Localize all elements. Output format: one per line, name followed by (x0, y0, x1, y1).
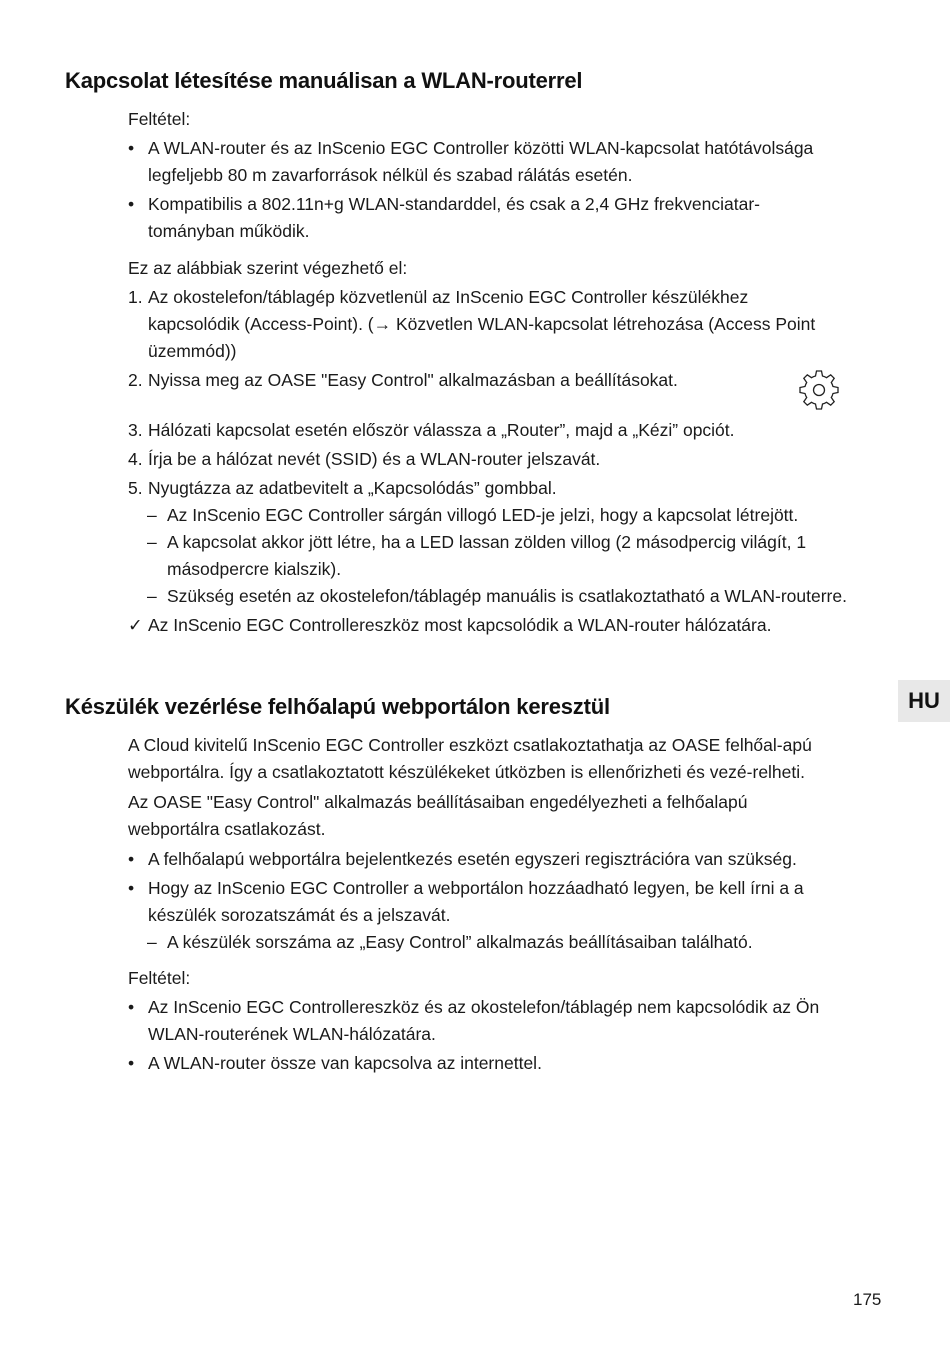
dash-marker: – (147, 932, 157, 952)
step-note: – Szükség esetén az okostelefon/táblagép manuális is csatlakoztatható a WLAN-routerre. (128, 583, 888, 610)
section2-body (128, 732, 888, 1077)
step-item: 5. Nyugtázza az adatbevitelt a „Kapcsolódás” gombbal. (128, 478, 557, 498)
dash-marker: – (147, 505, 157, 525)
section1-body (128, 106, 888, 639)
page-number: 175 (853, 1290, 882, 1309)
paragraph: A Cloud kivitelű InScenio EGC Controller eszközt csatlakoztathatja az OASE felhőal-apú webportálra. Így a csatlakoztatott készülékeket útközben is ellenőrizheti és vezé-relheti. (128, 735, 812, 782)
dash-marker: – (147, 532, 157, 552)
bullet-marker: • (128, 849, 135, 869)
paragraph: Az OASE "Easy Control" alkalmazás beállításaiban engedélyezheti a felhőalapú webportálra csatlakozást. (128, 792, 748, 839)
bullet-marker: • (128, 138, 135, 158)
bullet-item: • A felhőalapú webportálra bejelentkezés esetén egyszeri regisztrációra van szükség. (128, 846, 888, 873)
step-item: 4. Írja be a hálózat nevét (SSID) és a WLAN-router jelszavát. (128, 449, 601, 469)
condition-label: Feltétel: (128, 109, 191, 129)
condition-item: • A WLAN-router össze van kapcsolva az internettel. (128, 1050, 888, 1077)
gear-icon (796, 367, 842, 413)
condition-item: • Kompatibilis a 802.11n+g WLAN-standarddel, és csak a 2,4 GHz frekvenciatar-tományban működik. (128, 191, 888, 245)
bullet-marker: • (128, 194, 135, 214)
bullet-marker: • (128, 997, 135, 1017)
condition-item: • Az InScenio EGC Controllereszköz és az okostelefon/táblagép nem kapcsolódik az Ön WLAN-routerének WLAN-hálózatára. (128, 994, 888, 1048)
bullet-note: – A készülék sorszáma az „Easy Control” alkalmazás beállításaiban található. (128, 929, 888, 956)
dash-marker: – (147, 586, 157, 606)
bullet-item: • Hogy az InScenio EGC Controller a webportálon hozzáadható legyen, be kell írni a a készülék sorozatszámát és a jelszavát. (128, 875, 888, 929)
check-icon: ✓ (128, 615, 143, 635)
step-item: 1. Az okostelefon/táblagép közvetlenül az InScenio EGC Controller készülékhez kapcsolódik (Access-Point). (→ Közvetlen WLAN-kapcsolat létrehozása (Access Point üzemmód)) (128, 287, 816, 361)
condition-label: Feltétel: (128, 968, 191, 988)
section-title-cloud-portal: Készülék vezérlése felhőalapú webportálon keresztül (65, 694, 610, 719)
procedure-label: Ez az alábbiak szerint végezhető el: (128, 258, 408, 278)
step-note: – A kapcsolat akkor jött létre, ha a LED lassan zölden villog (2 másodpercig világít, 1 másodpercre kialszik). (128, 529, 888, 583)
step-item: 2. Nyissa meg az OASE "Easy Control" alkalmazásban a beállításokat. (128, 370, 678, 390)
step-item: 3. Hálózati kapcsolat esetén először válassza a „Router”, majd a „Kézi” opciót. (128, 420, 735, 440)
bullet-marker: • (128, 878, 135, 898)
section-title-wlan-router: Kapcsolat létesítése manuálisan a WLAN-routerrel (65, 68, 583, 93)
language-tab-label: HU (908, 688, 940, 713)
language-tab (898, 680, 950, 722)
step-note: – Az InScenio EGC Controller sárgán villogó LED-je jelzi, hogy a kapcsolat létrejött. (128, 502, 888, 529)
result-item: ✓ Az InScenio EGC Controllereszköz most kapcsolódik a WLAN-router hálózatára. (128, 612, 888, 639)
condition-item: • A WLAN-router és az InScenio EGC Controller közötti WLAN-kapcsolat hatótávolsága legfeljebb 80 m zavarforrások nélkül és szabad rálátás esetén. (128, 135, 888, 189)
bullet-marker: • (128, 1053, 135, 1073)
